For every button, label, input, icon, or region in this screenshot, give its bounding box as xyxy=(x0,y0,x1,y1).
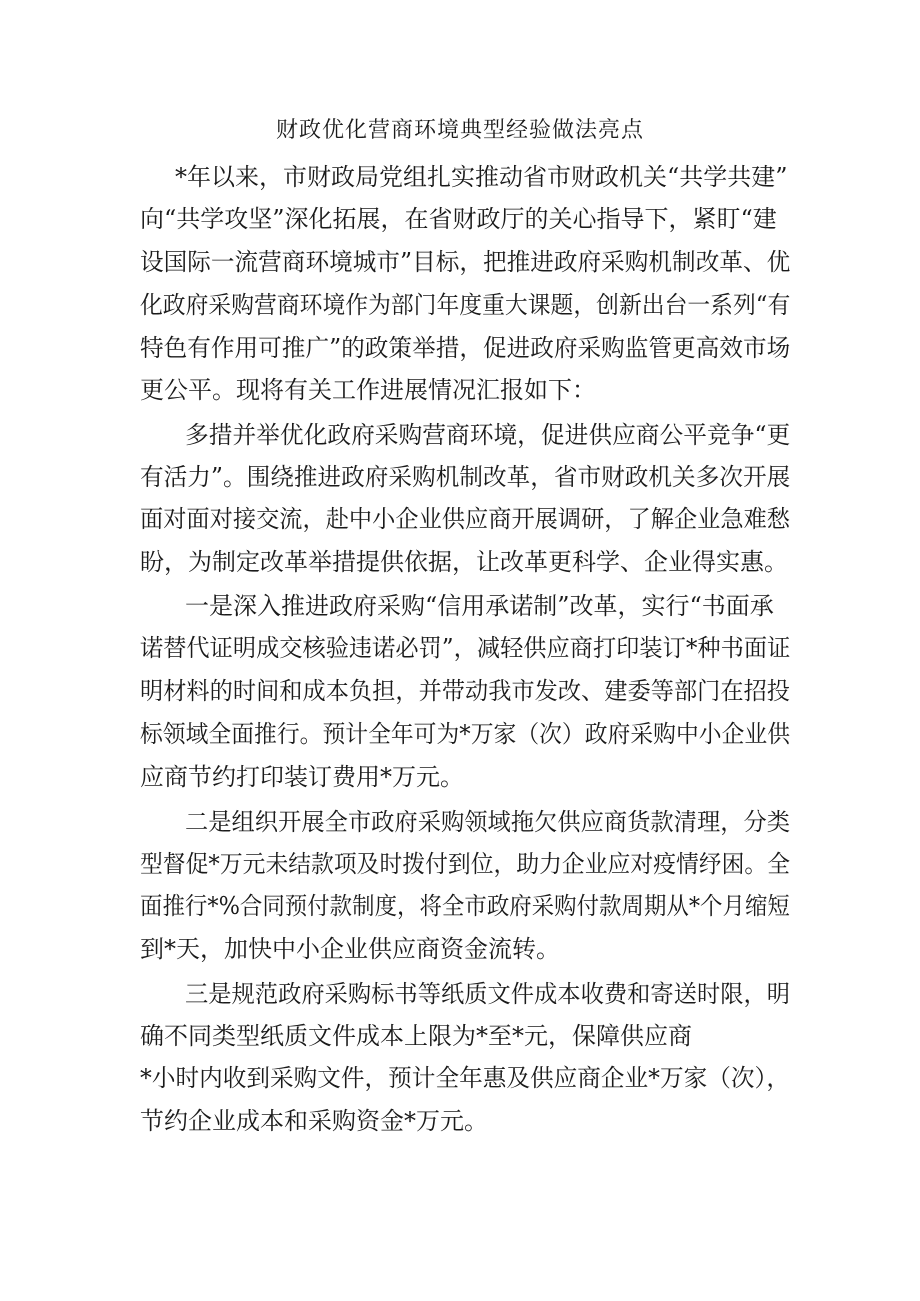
paragraph-4-line-2: 型督促*万元未结款项及时拨付到位，助力企业应对疫情纾困。全 xyxy=(140,850,791,878)
paragraph-3-line-4: 标领域全面推行。预计全年可为*万家（次）政府采购中小企业供 xyxy=(140,720,791,748)
paragraph-4-line-4: 到*天，加快中小企业供应商资金流转。 xyxy=(140,935,560,963)
paragraph-5-line-3: *小时内收到采购文件，预计全年惠及供应商企业*万家（次）， xyxy=(140,1064,790,1092)
paragraph-4-line-1: 二是组织开展全市政府采购领域拖欠供应商货款清理，分类 xyxy=(185,808,791,836)
paragraph-3-line-3: 明材料的时间和成本负担，并带动我市发改、建委等部门在招投 xyxy=(140,677,791,705)
document-title: 财政优化营商环境典型经验做法亮点 xyxy=(275,118,644,143)
paragraph-1-line-3: 设国际一流营商环境城市”目标，把推进政府采购机制改革、优 xyxy=(140,248,791,276)
paragraph-2-line-4: 盼，为制定改革举措提供依据，让改革更科学、企业得实惠。 xyxy=(140,548,788,576)
paragraph-5-line-2: 确不同类型纸质文件成本上限为*至*元，保障供应商 xyxy=(140,1022,692,1050)
paragraph-3-line-5: 应商节约打印装订费用*万元。 xyxy=(140,763,464,791)
paragraph-1-line-4: 化政府采购营商环境作为部门年度重大课题，创新出台一系列“有 xyxy=(140,291,791,319)
paragraph-2-line-3: 面对面对接交流，赴中小企业供应商开展调研，了解企业急难愁 xyxy=(140,505,791,533)
paragraph-3-line-2: 诺替代证明成交核验违诺必罚”，减轻供应商打印装订*种书面证 xyxy=(140,634,791,662)
paragraph-4-line-3: 面推行*%合同预付款制度，将全市政府采购付款周期从*个月缩短 xyxy=(140,892,790,920)
paragraph-1-line-1: *年以来，市财政局党组扎实推动省市财政机关“共学共建” xyxy=(175,163,788,191)
paragraph-5-line-1: 三是规范政府采购标书等纸质文件成本收费和寄送时限，明 xyxy=(185,980,791,1008)
paragraph-1-line-5: 特色有作用可推广”的政策举措，促进政府采购监管更高效市场 xyxy=(140,334,791,362)
paragraph-2-line-2: 有活力”。围绕推进政府采购机制改革，省市财政机关多次开展 xyxy=(140,463,791,491)
paragraph-1-line-6: 更公平。现将有关工作进展情况汇报如下： xyxy=(140,376,596,404)
paragraph-2-line-1: 多措并举优化政府采购营商环境，促进供应商公平竞争“更 xyxy=(185,421,791,449)
paragraph-3-line-1: 一是深入推进政府采购“信用承诺制”改革，实行“书面承 xyxy=(185,592,774,620)
paragraph-5-line-4: 节约企业成本和采购资金*万元。 xyxy=(140,1107,488,1135)
paragraph-1-line-2: 向“共学攻坚”深化拓展，在省财政厅的关心指导下，紧盯“建 xyxy=(140,205,777,233)
